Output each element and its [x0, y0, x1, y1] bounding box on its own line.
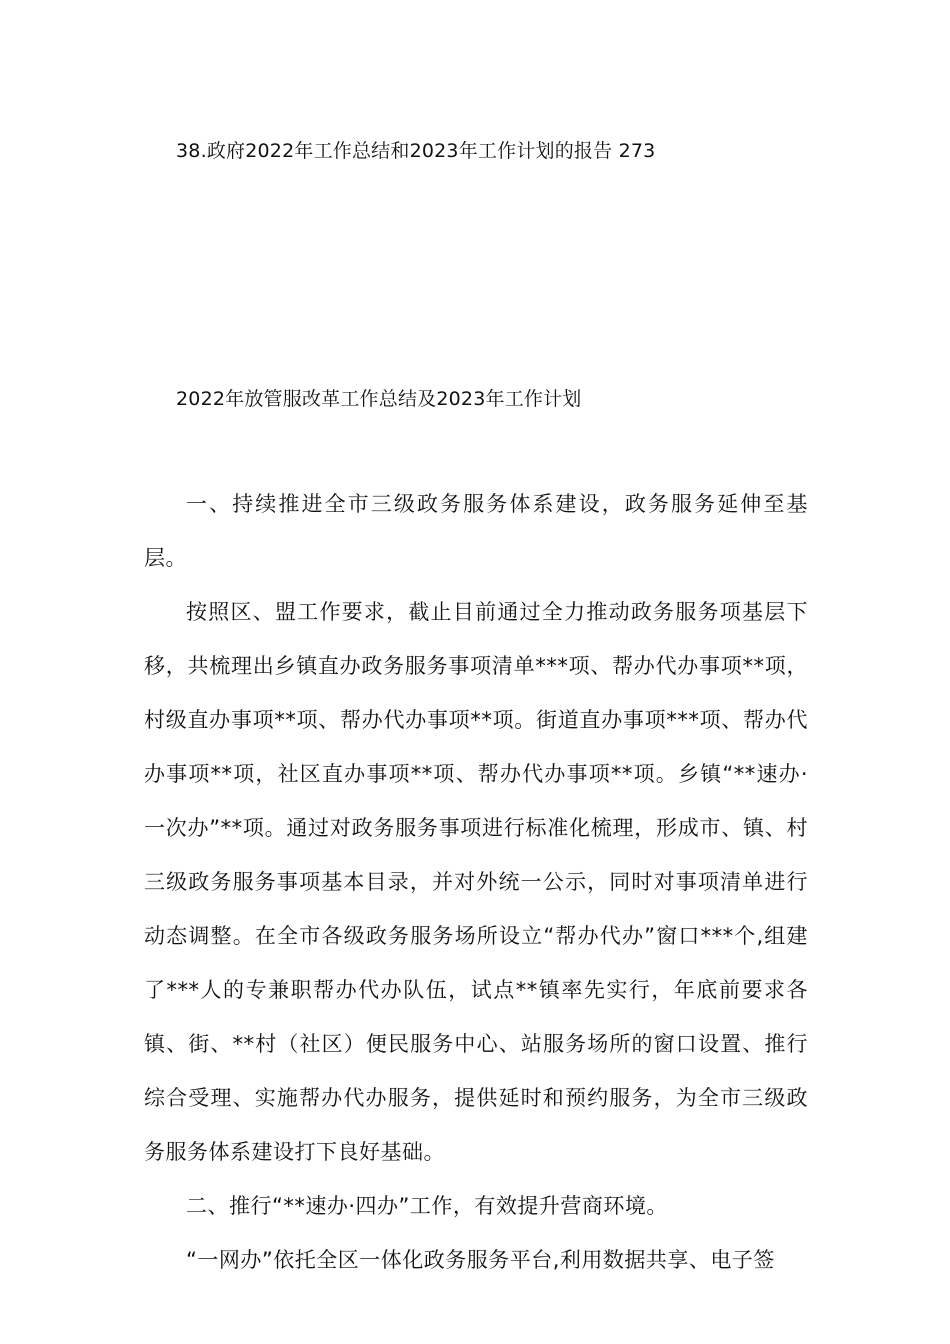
body-paragraph: “一网办”依托全区一体化政务服务平台,利用数据共享、电子签: [186, 1248, 775, 1272]
document-body: [144, 477, 808, 1287]
section-heading-2: 二、推行“**速办·四办”工作，有效提升营商环境。: [186, 1194, 668, 1218]
body-paragraph: 按照区、盟工作要求，截止目前通过全力推动政务服务项基层下移，共梳理出乡镇直办政务服务事项清单***项、帮办代办事项**项，村级直办事项**项、帮办代办事项**项。街道直办事项***项、帮办代办事项**项，社区直办事项**项、帮办代办事项**项。乡镇“**速办·一次办”**项。通过对政务服务事项进行标准化梳理，形成市、镇、村三级政务服务事项基本目录，并对外统一公示，同时对事项清单进行动态调整。在全市各级政务服务场所设立“帮办代办”窗口***个,组建了***人的专兼职帮办代办队伍，试点**镇率先实行，年底前要求各镇、街、**村（社区）便民服务中心、站服务场所的窗口设置、推行综合受理、实施帮办代办服务，提供延时和预约服务，为全市三级政务服务体系建设打下良好基础。: [144, 600, 808, 1164]
document-title: 2022年放管服改革工作总结及2023年工作计划: [176, 388, 582, 410]
toc-entry: 38.政府2022年工作总结和2023年工作计划的报告 273: [176, 140, 656, 162]
section-heading-1: 一、持续推进全市三级政务服务体系建设，政务服务延伸至基层。: [144, 492, 808, 570]
